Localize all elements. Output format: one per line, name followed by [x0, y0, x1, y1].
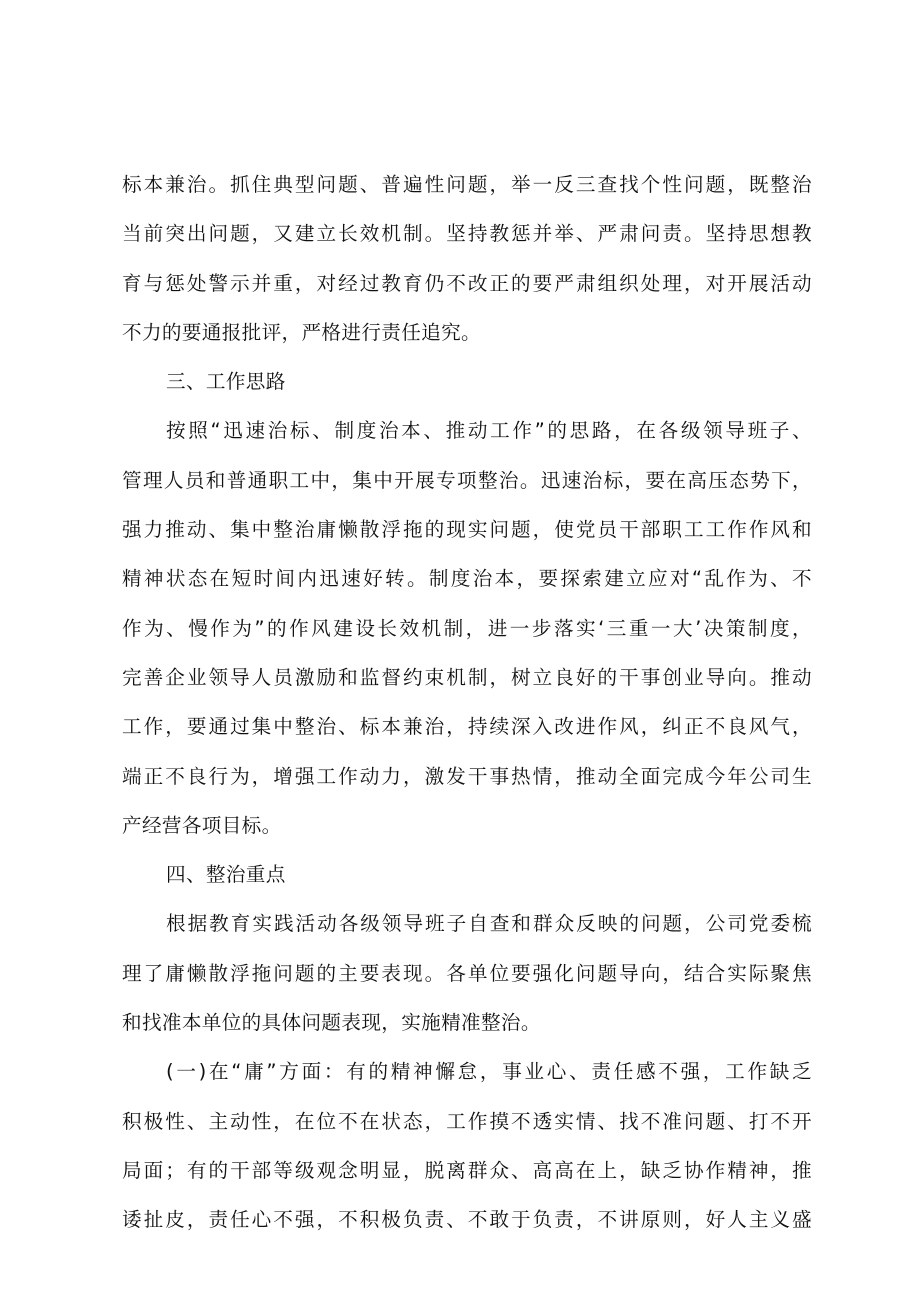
paragraph-line: 理了庸懒散浮拖问题的主要表现。各单位要强化问题导向，结合实际聚焦 [122, 961, 812, 985]
paragraph-line: 和找准本单位的具体问题表现，实施精准整治。 [122, 1011, 541, 1035]
paragraph-line: 产经营各项目标。 [122, 813, 282, 837]
paragraph-line: (一)在“庸”方面：有的精神懈怠，事业心、责任感不强，工作缺乏 [166, 1060, 812, 1084]
paragraph-line: 标本兼治。抓住典型问题、普遍性问题，举一反三查找个性问题，既整治 [122, 173, 812, 196]
paragraph-line: 端正不良行为，增强工作动力，激发干事热情，推动全面完成今年公司生 [122, 764, 812, 788]
paragraph-line: 积极性、主动性，在位不在状态，工作摸不透实情、找不准问题、打不开 [122, 1109, 812, 1133]
paragraph-line: 精神状态在短时间内迅速好转。制度治本，要探索建立应对“乱作为、不 [122, 567, 812, 591]
paragraph-line: 管理人员和普通职工中，集中开展专项整治。迅速治标，要在高压态势下， [122, 468, 812, 492]
paragraph-line: 不力的要通报批评，严格进行责任追究。 [122, 320, 481, 344]
document-body [122, 160, 812, 1245]
paragraph-line: 强力推动、集中整治庸懒散浮拖的现实问题，使党员干部职工工作作风和 [122, 518, 812, 542]
paragraph-line: 当前突出问题，又建立长效机制。坚持教惩并举、严肃问责。坚持思想教 [122, 222, 812, 246]
paragraph-line: 按照“迅速治标、制度治本、推动工作”的思路，在各级领导班子、 [166, 419, 812, 443]
paragraph-line: 局面；有的干部等级观念明显，脱离群众、高高在上，缺乏协作精神，推 [122, 1158, 812, 1182]
section-heading-work-approach: 三、工作思路 [166, 370, 286, 394]
paragraph-line: 根据教育实践活动各级领导班子自查和群众反映的问题，公司党委梳 [166, 912, 812, 936]
paragraph-line: 作为、慢作为”的作风建设长效机制，进一步落实‘三重一大’决策制度， [122, 616, 812, 640]
paragraph-line: 工作，要通过集中整治、标本兼治，持续深入改进作风，纠正不良风气， [122, 715, 812, 739]
paragraph-line: 育与惩处警示并重，对经过教育仍不改正的要严肃组织处理，对开展活动 [122, 271, 812, 295]
section-heading-rectification-focus: 四、整治重点 [166, 863, 286, 887]
paragraph-line: 诿扯皮，责任心不强，不积极负责、不敢于负责，不讲原则，好人主义盛 [122, 1208, 812, 1232]
paragraph-line: 完善企业领导人员激励和监督约束机制，树立良好的干事创业导向。推动 [122, 665, 812, 689]
